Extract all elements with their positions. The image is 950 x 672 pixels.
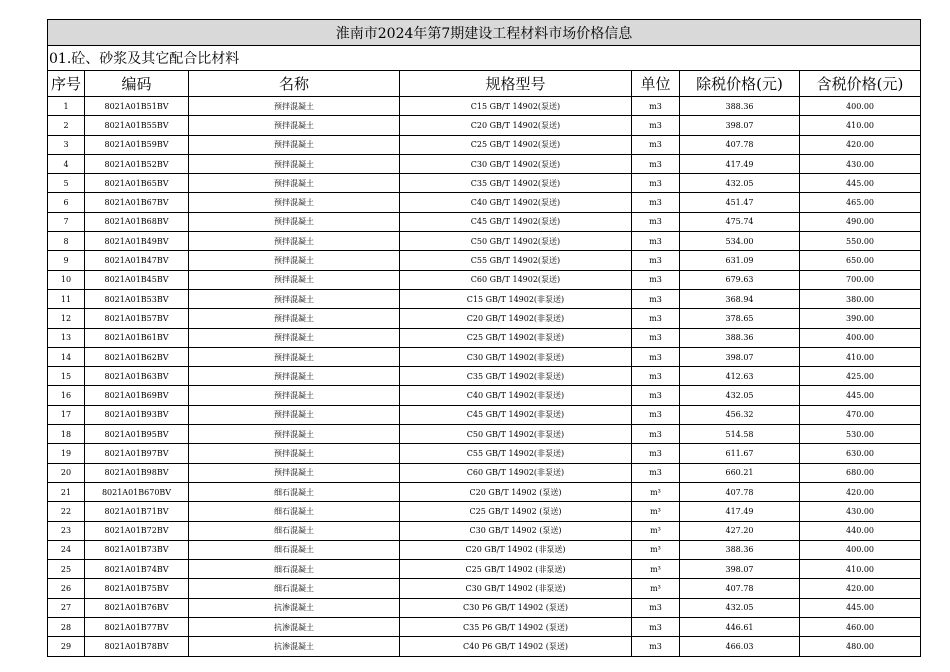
row-code: 8021A01B78BV (85, 637, 189, 656)
row-code: 8021A01B69BV (85, 386, 189, 405)
row-unit: m3 (632, 289, 680, 308)
row-index: 15 (48, 367, 85, 386)
header-spec: 规格型号 (400, 71, 632, 97)
row-price-incl-tax: 700.00 (800, 270, 921, 289)
row-price-excl-tax: 611.67 (680, 444, 800, 463)
row-code: 8021A01B62BV (85, 347, 189, 366)
row-unit: m³ (632, 540, 680, 559)
table-row (48, 328, 921, 347)
row-unit: m3 (632, 444, 680, 463)
row-name: 预拌混凝土 (189, 251, 400, 270)
row-index: 13 (48, 328, 85, 347)
table-row (48, 116, 921, 135)
row-name: 预拌混凝土 (189, 367, 400, 386)
row-name: 预拌混凝土 (189, 463, 400, 482)
row-name: 预拌混凝土 (189, 328, 400, 347)
row-spec: C30 GB/T 14902(泵送) (400, 154, 632, 173)
row-code: 8021A01B65BV (85, 174, 189, 193)
row-spec: C30 GB/T 14902 (泵送) (400, 521, 632, 540)
row-name: 预拌混凝土 (189, 386, 400, 405)
row-index: 21 (48, 482, 85, 501)
row-name: 预拌混凝土 (189, 405, 400, 424)
row-unit: m³ (632, 502, 680, 521)
row-price-excl-tax: 456.32 (680, 405, 800, 424)
row-price-incl-tax: 410.00 (800, 116, 921, 135)
row-unit: m3 (632, 405, 680, 424)
row-price-incl-tax: 390.00 (800, 309, 921, 328)
row-price-incl-tax: 445.00 (800, 598, 921, 617)
table-row (48, 521, 921, 540)
row-name: 预拌混凝土 (189, 174, 400, 193)
row-code: 8021A01B75BV (85, 579, 189, 598)
row-unit: m3 (632, 174, 680, 193)
table-row (48, 232, 921, 251)
row-index: 2 (48, 116, 85, 135)
header-name: 名称 (189, 71, 400, 97)
row-unit: m3 (632, 598, 680, 617)
row-code: 8021A01B73BV (85, 540, 189, 559)
row-price-excl-tax: 432.05 (680, 386, 800, 405)
row-price-incl-tax: 530.00 (800, 425, 921, 444)
row-index: 1 (48, 97, 85, 116)
table-row (48, 444, 921, 463)
row-unit: m3 (632, 618, 680, 637)
row-code: 8021A01B77BV (85, 618, 189, 637)
row-name: 预拌混凝土 (189, 347, 400, 366)
row-spec: C30 P6 GB/T 14902 (泵送) (400, 598, 632, 617)
row-unit: m3 (632, 386, 680, 405)
row-index: 14 (48, 347, 85, 366)
row-name: 预拌混凝土 (189, 116, 400, 135)
header-price-incl-tax: 含税价格(元) (800, 71, 921, 97)
row-unit: m3 (632, 328, 680, 347)
row-price-excl-tax: 398.07 (680, 560, 800, 579)
row-name: 预拌混凝土 (189, 212, 400, 231)
row-price-excl-tax: 451.47 (680, 193, 800, 212)
row-unit: m3 (632, 270, 680, 289)
header-row (48, 71, 921, 97)
row-unit: m3 (632, 367, 680, 386)
row-price-excl-tax: 432.05 (680, 598, 800, 617)
row-price-excl-tax: 388.36 (680, 328, 800, 347)
row-name: 预拌混凝土 (189, 425, 400, 444)
row-name: 细石混凝土 (189, 560, 400, 579)
row-spec: C55 GB/T 14902(泵送) (400, 251, 632, 270)
row-spec: C50 GB/T 14902(非泵送) (400, 425, 632, 444)
row-code: 8021A01B49BV (85, 232, 189, 251)
row-price-incl-tax: 410.00 (800, 560, 921, 579)
row-unit: m³ (632, 579, 680, 598)
row-price-excl-tax: 446.61 (680, 618, 800, 637)
row-spec: C35 P6 GB/T 14902 (泵送) (400, 618, 632, 637)
row-price-incl-tax: 680.00 (800, 463, 921, 482)
row-name: 抗渗混凝土 (189, 637, 400, 656)
row-code: 8021A01B47BV (85, 251, 189, 270)
row-spec: C20 GB/T 14902 (泵送) (400, 482, 632, 501)
row-spec: C25 GB/T 14902(非泵送) (400, 328, 632, 347)
row-price-incl-tax: 650.00 (800, 251, 921, 270)
row-price-incl-tax: 470.00 (800, 405, 921, 424)
table-row (48, 637, 921, 656)
row-price-incl-tax: 425.00 (800, 367, 921, 386)
table-row (48, 463, 921, 482)
row-code: 8021A01B53BV (85, 289, 189, 308)
row-spec: C35 GB/T 14902(非泵送) (400, 367, 632, 386)
row-price-excl-tax: 466.03 (680, 637, 800, 656)
row-price-excl-tax: 368.94 (680, 289, 800, 308)
row-code: 8021A01B71BV (85, 502, 189, 521)
row-price-excl-tax: 432.05 (680, 174, 800, 193)
row-code: 8021A01B45BV (85, 270, 189, 289)
section-row (48, 46, 921, 71)
row-spec: C60 GB/T 14902(非泵送) (400, 463, 632, 482)
row-spec: C45 GB/T 14902(泵送) (400, 212, 632, 231)
row-spec: C25 GB/T 14902(泵送) (400, 135, 632, 154)
row-code: 8021A01B98BV (85, 463, 189, 482)
row-code: 8021A01B52BV (85, 154, 189, 173)
table-row (48, 598, 921, 617)
row-index: 16 (48, 386, 85, 405)
row-name: 预拌混凝土 (189, 444, 400, 463)
row-code: 8021A01B93BV (85, 405, 189, 424)
row-code: 8021A01B67BV (85, 193, 189, 212)
table-row (48, 367, 921, 386)
row-price-incl-tax: 380.00 (800, 289, 921, 308)
row-name: 抗渗混凝土 (189, 618, 400, 637)
row-code: 8021A01B63BV (85, 367, 189, 386)
row-price-incl-tax: 445.00 (800, 174, 921, 193)
table-row (48, 193, 921, 212)
row-unit: m3 (632, 347, 680, 366)
table-row (48, 482, 921, 501)
table-row (48, 560, 921, 579)
row-spec: C25 GB/T 14902 (泵送) (400, 502, 632, 521)
row-name: 预拌混凝土 (189, 289, 400, 308)
row-price-incl-tax: 420.00 (800, 579, 921, 598)
row-price-excl-tax: 378.65 (680, 309, 800, 328)
row-price-excl-tax: 388.36 (680, 540, 800, 559)
row-spec: C20 GB/T 14902(非泵送) (400, 309, 632, 328)
row-index: 3 (48, 135, 85, 154)
row-unit: m3 (632, 135, 680, 154)
row-code: 8021A01B68BV (85, 212, 189, 231)
row-unit: m3 (632, 463, 680, 482)
row-price-incl-tax: 490.00 (800, 212, 921, 231)
row-price-incl-tax: 420.00 (800, 135, 921, 154)
page-title: 淮南市2024年第7期建设工程材料市场价格信息 (48, 20, 921, 46)
row-index: 23 (48, 521, 85, 540)
row-unit: m³ (632, 482, 680, 501)
row-spec: C60 GB/T 14902(泵送) (400, 270, 632, 289)
table-row (48, 174, 921, 193)
row-price-excl-tax: 388.36 (680, 97, 800, 116)
row-price-incl-tax: 410.00 (800, 347, 921, 366)
row-spec: C15 GB/T 14902(非泵送) (400, 289, 632, 308)
row-spec: C40 GB/T 14902(泵送) (400, 193, 632, 212)
row-code: 8021A01B97BV (85, 444, 189, 463)
table-row (48, 212, 921, 231)
table-row (48, 347, 921, 366)
row-unit: m3 (632, 232, 680, 251)
row-index: 18 (48, 425, 85, 444)
table-row (48, 270, 921, 289)
row-price-excl-tax: 398.07 (680, 116, 800, 135)
row-price-excl-tax: 534.00 (680, 232, 800, 251)
row-price-incl-tax: 430.00 (800, 154, 921, 173)
row-price-excl-tax: 407.78 (680, 135, 800, 154)
row-spec: C30 GB/T 14902(非泵送) (400, 347, 632, 366)
row-index: 26 (48, 579, 85, 598)
row-spec: C40 GB/T 14902(非泵送) (400, 386, 632, 405)
table-row (48, 154, 921, 173)
row-index: 7 (48, 212, 85, 231)
row-unit: m3 (632, 193, 680, 212)
row-index: 10 (48, 270, 85, 289)
table-row (48, 502, 921, 521)
row-price-incl-tax: 440.00 (800, 521, 921, 540)
row-spec: C20 GB/T 14902 (非泵送) (400, 540, 632, 559)
row-name: 预拌混凝土 (189, 97, 400, 116)
page-cut (0, 660, 950, 672)
row-price-excl-tax: 427.20 (680, 521, 800, 540)
row-code: 8021A01B670BV (85, 482, 189, 501)
row-price-excl-tax: 514.58 (680, 425, 800, 444)
row-price-incl-tax: 400.00 (800, 540, 921, 559)
row-price-excl-tax: 475.74 (680, 212, 800, 231)
row-code: 8021A01B72BV (85, 521, 189, 540)
row-index: 19 (48, 444, 85, 463)
row-unit: m3 (632, 116, 680, 135)
row-name: 预拌混凝土 (189, 154, 400, 173)
row-index: 22 (48, 502, 85, 521)
row-unit: m3 (632, 637, 680, 656)
row-price-excl-tax: 631.09 (680, 251, 800, 270)
table-row (48, 97, 921, 116)
row-code: 8021A01B61BV (85, 328, 189, 347)
section-title: 01.砼、砂浆及其它配合比材料 (48, 46, 921, 71)
table-row (48, 540, 921, 559)
table-row (48, 309, 921, 328)
table-row (48, 386, 921, 405)
row-spec: C20 GB/T 14902(泵送) (400, 116, 632, 135)
row-price-excl-tax: 679.63 (680, 270, 800, 289)
row-unit: m³ (632, 560, 680, 579)
row-price-excl-tax: 407.78 (680, 579, 800, 598)
row-code: 8021A01B51BV (85, 97, 189, 116)
table-row (48, 425, 921, 444)
row-name: 抗渗混凝土 (189, 598, 400, 617)
row-index: 9 (48, 251, 85, 270)
row-code: 8021A01B57BV (85, 309, 189, 328)
row-price-incl-tax: 400.00 (800, 97, 921, 116)
row-unit: m3 (632, 154, 680, 173)
row-name: 细石混凝土 (189, 521, 400, 540)
row-code: 8021A01B74BV (85, 560, 189, 579)
row-name: 细石混凝土 (189, 502, 400, 521)
row-index: 4 (48, 154, 85, 173)
row-spec: C15 GB/T 14902(泵送) (400, 97, 632, 116)
row-price-incl-tax: 460.00 (800, 618, 921, 637)
row-index: 27 (48, 598, 85, 617)
row-unit: m3 (632, 97, 680, 116)
row-code: 8021A01B76BV (85, 598, 189, 617)
row-spec: C25 GB/T 14902 (非泵送) (400, 560, 632, 579)
row-spec: C50 GB/T 14902(泵送) (400, 232, 632, 251)
table-row (48, 618, 921, 637)
header-index: 序号 (48, 71, 85, 97)
table-row (48, 405, 921, 424)
row-price-incl-tax: 445.00 (800, 386, 921, 405)
price-table (47, 19, 921, 657)
row-unit: m3 (632, 251, 680, 270)
row-index: 12 (48, 309, 85, 328)
row-index: 8 (48, 232, 85, 251)
row-price-excl-tax: 417.49 (680, 502, 800, 521)
row-price-incl-tax: 630.00 (800, 444, 921, 463)
row-name: 预拌混凝土 (189, 309, 400, 328)
row-index: 6 (48, 193, 85, 212)
price-sheet (47, 19, 921, 657)
row-spec: C55 GB/T 14902(非泵送) (400, 444, 632, 463)
row-index: 29 (48, 637, 85, 656)
row-name: 预拌混凝土 (189, 193, 400, 212)
row-price-incl-tax: 430.00 (800, 502, 921, 521)
header-code: 编码 (85, 71, 189, 97)
row-index: 25 (48, 560, 85, 579)
row-unit: m3 (632, 425, 680, 444)
table-row (48, 251, 921, 270)
row-index: 24 (48, 540, 85, 559)
row-spec: C45 GB/T 14902(非泵送) (400, 405, 632, 424)
row-name: 细石混凝土 (189, 540, 400, 559)
row-index: 11 (48, 289, 85, 308)
row-price-incl-tax: 465.00 (800, 193, 921, 212)
row-name: 预拌混凝土 (189, 270, 400, 289)
row-spec: C30 GB/T 14902 (非泵送) (400, 579, 632, 598)
row-unit: m³ (632, 521, 680, 540)
row-code: 8021A01B95BV (85, 425, 189, 444)
row-code: 8021A01B55BV (85, 116, 189, 135)
row-price-excl-tax: 407.78 (680, 482, 800, 501)
row-price-excl-tax: 660.21 (680, 463, 800, 482)
row-price-incl-tax: 400.00 (800, 328, 921, 347)
row-name: 细石混凝土 (189, 482, 400, 501)
row-price-incl-tax: 550.00 (800, 232, 921, 251)
row-spec: C35 GB/T 14902(泵送) (400, 174, 632, 193)
row-spec: C40 P6 GB/T 14902 (泵送) (400, 637, 632, 656)
header-unit: 单位 (632, 71, 680, 97)
row-price-excl-tax: 417.49 (680, 154, 800, 173)
row-price-excl-tax: 398.07 (680, 347, 800, 366)
row-name: 预拌混凝土 (189, 232, 400, 251)
row-index: 17 (48, 405, 85, 424)
row-price-incl-tax: 480.00 (800, 637, 921, 656)
row-index: 28 (48, 618, 85, 637)
row-unit: m3 (632, 309, 680, 328)
table-row (48, 135, 921, 154)
row-unit: m3 (632, 212, 680, 231)
row-price-incl-tax: 420.00 (800, 482, 921, 501)
header-price-excl-tax: 除税价格(元) (680, 71, 800, 97)
row-index: 20 (48, 463, 85, 482)
row-index: 5 (48, 174, 85, 193)
row-code: 8021A01B59BV (85, 135, 189, 154)
row-name: 预拌混凝土 (189, 135, 400, 154)
table-row (48, 579, 921, 598)
row-price-excl-tax: 412.63 (680, 367, 800, 386)
row-name: 细石混凝土 (189, 579, 400, 598)
table-row (48, 289, 921, 308)
title-row (48, 20, 921, 46)
